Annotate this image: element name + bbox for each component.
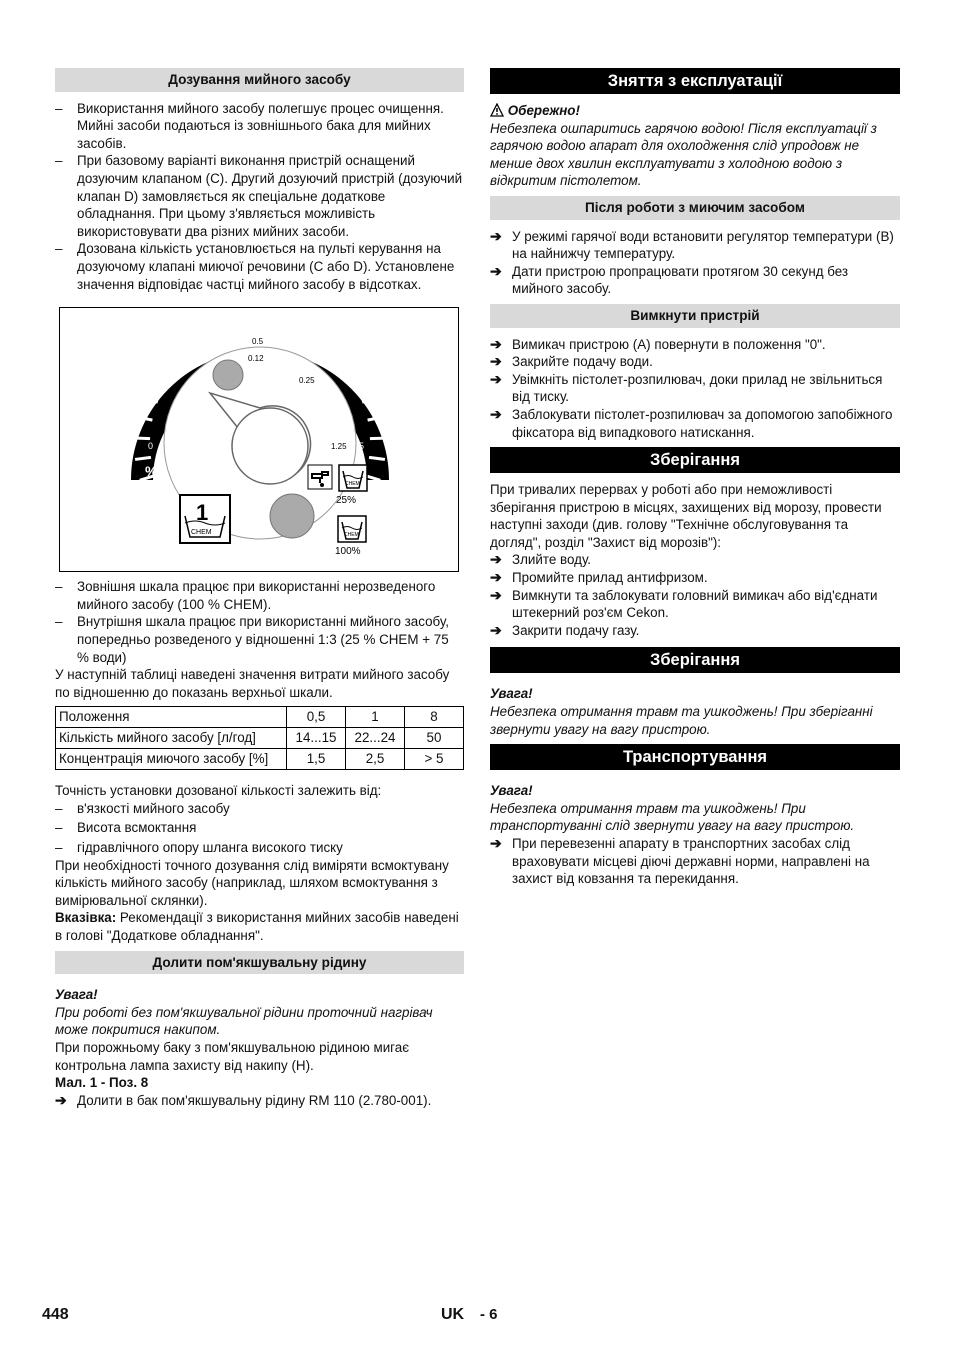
storage2-text: Небезпека отримання травм та ушкоджень! При зберіганні звернути увагу на вагу пристрою.: [490, 704, 873, 737]
scale-label: 0: [148, 441, 154, 452]
arrow-icon: ➔: [490, 227, 502, 244]
svg-text:CHEM: CHEM: [344, 532, 359, 539]
consumption-table: [55, 706, 464, 770]
dial-tick: [314, 333, 322, 347]
list-item: – Використання мийного засобу полегшує процес очищення. Мийні засоби подаються із зовнішнього бака для мийних засобів.: [55, 100, 444, 151]
storage2-header: Зберігання: [490, 647, 900, 673]
list-item: ➔ При перевезенні апарату в транспортних засобах слід враховувати місцеві діючі державні норми, направлені на захист від ковзання та перекидання.: [490, 835, 870, 887]
svg-text:1: 1: [196, 500, 209, 526]
arrow-icon: ➔: [490, 551, 502, 568]
dosing-dial-illustration: [60, 308, 458, 571]
right-column: [490, 68, 900, 888]
storage1-steps: [490, 551, 900, 639]
arrow-icon: ➔: [490, 262, 502, 279]
dosing-dial-figure: [59, 307, 459, 572]
dial-tick: [370, 438, 386, 439]
dial-tick: [165, 360, 177, 371]
list-item: ➔ Заблокувати пістолет-розпилювач за допомогою запобіжного фіксатора від випадкового натискання.: [490, 405, 893, 440]
dial-tick: [134, 438, 150, 439]
hint: Вказівка: Рекомендації з використання мийних засобів наведені в голові "Додаткове обладнання".: [55, 910, 459, 944]
arrow-icon: ➔: [490, 370, 502, 387]
switch-off-header: Вимкнути пристрій: [490, 304, 900, 328]
table-row: Концентрація миючого засобу [%] 1,5 2,5 > 5: [56, 749, 464, 770]
scale-label: 0.12: [248, 354, 264, 364]
storage2-attention: Увага!: [490, 686, 533, 702]
after-detergent-header: Після роботи з миючим засобом: [490, 196, 900, 220]
language-code: UK: [441, 1306, 465, 1323]
list-item: ➔ Злийте воду.: [490, 551, 592, 568]
pct-100-label: 100%: [335, 546, 361, 558]
transport-text: Небезпека отримання травм та ушкоджень! При транспортуванні слід звернути увагу на вагу пристрою.: [490, 800, 855, 834]
softener-attention: Увага!: [55, 987, 98, 1003]
list-item: – Зовнішня шкала працює при використанні нерозведеного мийного засобу (100 % CHEM).: [55, 579, 436, 612]
dial-tick: [297, 324, 302, 339]
caution-text: Небезпека ошпаритись гарячою водою! Після експлуатації з гарячою водою апарат для охолодження слід упродовж не менше двох хвилин експлуатувати з холодною водою з відкритим пістолетом.: [490, 120, 877, 189]
list-item: ➔ Закрити подачу газу.: [490, 621, 640, 638]
percent-sign: %: [145, 463, 158, 480]
dial-tick: [239, 319, 242, 335]
softener-warning: При роботі без пом'якшувальної рідини проточний нагрівач може покритися накипом.: [55, 1004, 433, 1038]
storage1-intro: При тривалих перервах у роботі або при неможливості зберігання пристрою в місцях, захищених від морозу, провести наступні заходи (див. голову "Технічне обслуговування та догляд", розділ "Захист від морозів"):: [490, 482, 882, 550]
scale-label: 0.25: [299, 376, 315, 386]
table-row: Кількість мийного засобу [л/год] 14...15 22...24 50: [56, 728, 464, 749]
softener-header: Долити пом'якшувальну рідину: [55, 951, 464, 975]
list-item: ➔ Закрийте подачу води.: [490, 353, 653, 370]
transport-steps: [490, 835, 900, 888]
list-item: ➔ Промийте прилад антифризом.: [490, 569, 708, 586]
sub-page-number: - 6: [480, 1306, 498, 1323]
dial-tick: [198, 333, 206, 347]
arrow-icon: ➔: [490, 405, 502, 422]
dial-tick: [354, 377, 368, 385]
transport-header: Транспортування: [490, 744, 900, 770]
dial-tick: [329, 345, 339, 357]
scale-label: 0.5: [252, 337, 264, 347]
list-item: – Внутрішня шкала працює при використанні мийного засобу, попередньо розведеного у відношенні 1:3 (25 % CHEM + 75 % води): [55, 614, 450, 665]
list-item: ➔ У режимі гарячої води встановити регулятор температури (B) на найнижчу температуру.: [490, 227, 894, 262]
warning-triangle-icon: [490, 103, 504, 117]
chem-number-box-icon: [180, 495, 230, 543]
caution-label: Обережно!: [490, 102, 900, 120]
storage1-header: Зберігання: [490, 447, 900, 473]
accuracy-note: При необхідності точного дозування слід виміряти всмоктувану кількість мийного засобу (наприклад, шляхом всмоктування з вимірювальної склянки).: [55, 857, 449, 908]
scale-label: 1: [325, 359, 331, 370]
left-column: [55, 68, 464, 1109]
chem-100-icon: [338, 516, 366, 542]
list-item: ➔ Увімкніть пістолет-розпилювач, доки прилад не звільниться від тиску.: [490, 370, 883, 405]
list-item: ➔ Вимкнути та заблокувати головний вимикач або від'єднати штекерний роз'єм Cekon.: [490, 586, 878, 621]
decommission-header: Зняття з експлуатації: [490, 68, 900, 94]
dial-tick: [218, 324, 223, 339]
softener-text: При порожньому баку з пом'якшувальною рідиною мигає контрольна лампа захисту від накипу (H).: [55, 1040, 410, 1073]
after-detergent-steps: [490, 228, 900, 298]
dosing-header: Дозування мийного засобу: [55, 68, 464, 92]
dial-tick: [369, 457, 385, 459]
list-item: – гідравлічного опору шланга високого тиску: [55, 840, 343, 856]
list-item: – Дозована кількість установлюється на пульті керування на дозуючому клапані миючої речовини (C або D). Установлене значення відповідає частці мийного засобу в відсотках.: [55, 241, 455, 292]
dial-tick: [279, 319, 282, 335]
list-item: – в'язкості мийного засобу: [55, 800, 230, 816]
scale-label: 1.25: [331, 442, 347, 452]
scale-label: 5: [359, 441, 365, 452]
dial-tick: [143, 396, 158, 402]
arrow-icon: ➔: [490, 586, 502, 603]
accuracy-intro: Точність установки дозованої кількості залежить від:: [55, 783, 382, 799]
accuracy-list: [55, 800, 464, 857]
pct-25-label: 25%: [336, 495, 357, 507]
dial-tick: [362, 396, 377, 402]
dial-tick: [181, 345, 191, 357]
arrow-icon: ➔: [490, 835, 502, 851]
page-number: 448: [42, 1306, 69, 1323]
arrow-icon: ➔: [55, 1091, 67, 1108]
arrow-icon: ➔: [490, 353, 502, 370]
tap-icon: [308, 465, 332, 489]
list-item: – Висота всмоктання: [55, 820, 197, 836]
svg-text:CHEM: CHEM: [191, 529, 212, 537]
softener-ref: Мал. 1 - Поз. 8: [55, 1075, 149, 1091]
dial-tick: [358, 493, 372, 500]
arrow-icon: ➔: [490, 621, 502, 638]
chem-25-icon: [339, 465, 367, 491]
list-item: ➔ Вимикач пристрою (A) повернути в положення "0".: [490, 335, 826, 352]
svg-text:CHEM: CHEM: [345, 481, 360, 488]
table-row: Положення 0,5 1 8: [56, 707, 464, 728]
switch-off-steps: [490, 336, 900, 442]
arrow-icon: ➔: [490, 569, 502, 586]
dial-tick: [343, 360, 355, 371]
softener-step: ➔ Долити в бак пом'якшувальну рідину RM 110 (2.780-001).: [55, 1091, 432, 1108]
scale-list: [55, 578, 464, 666]
dial-tick: [135, 457, 151, 459]
dial-tick: [153, 377, 167, 385]
dial-tick: [148, 493, 162, 500]
dosing-list: [55, 100, 464, 294]
table-intro: У наступній таблиці наведені значення витрати мийного засобу по відношенню до показань верхньої шкали.: [55, 667, 450, 700]
list-item: – При базовому варіанті виконання пристрій оснащений дозуючим клапаном (C). Другий дозуючий пристрій (дозуючий клапан D) замовляється як спеціальне додаткове обладнання. При цьому з'являється можливість використовувати два різних мийних засоби.: [55, 153, 463, 239]
transport-attention: Увага!: [490, 783, 533, 799]
list-item: ➔ Дати пристрою пропрацювати протягом 30 секунд без мийного засобу.: [490, 262, 849, 297]
arrow-icon: ➔: [490, 335, 502, 352]
